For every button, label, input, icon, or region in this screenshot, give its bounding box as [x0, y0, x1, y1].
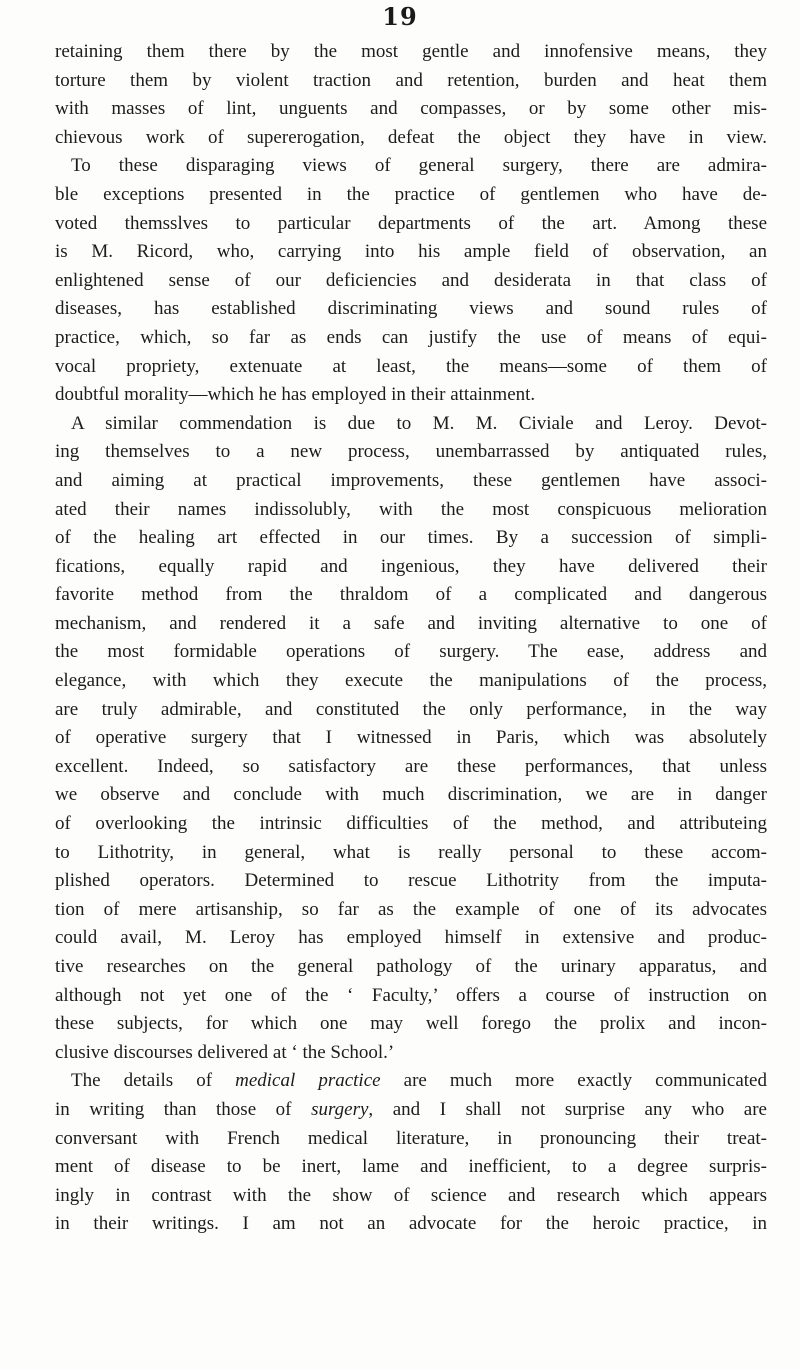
text-line: is M. Ricord, who, carrying into his ample field of observation, an: [55, 241, 767, 263]
text-line: practice, which, so far as ends can justify the use of means of equi-: [55, 326, 767, 348]
text-line: elegance, with which they execute the manipulations of the process,: [55, 670, 767, 692]
text-line: ment of disease to be inert, lame and inefficient, to a degree surpris-: [55, 1156, 767, 1178]
text-line: doubtful morality—which he has employed in their attainment.: [55, 384, 536, 406]
text-line: [55, 1067, 767, 1096]
text-line: plished operators. Determined to rescue Lithotrity from the imputa-: [55, 870, 767, 892]
text-segment: are much more exactly communicated: [380, 1070, 767, 1092]
text-segment: , and I shall not surprise any who are: [368, 1098, 767, 1120]
text-line: To these disparaging views of general surgery, there are admira-: [71, 155, 767, 177]
text-line: and aiming at practical improvements, these gentlemen have associ-: [55, 469, 767, 491]
text-line: mechanism, and rendered it a safe and inviting alternative to one of: [55, 612, 767, 634]
text-line: A similar commendation is due to M. M. Civiale and Leroy. Devot-: [71, 412, 767, 434]
text-line: chievous work of supererogation, defeat the object they have in view.: [55, 126, 767, 148]
text-line: ated their names indissolubly, with the most conspicuous melioration: [55, 498, 767, 520]
text-line: favorite method from the thraldom of a complicated and dangerous: [55, 584, 767, 606]
text-line: torture them by violent traction and retention, burden and heat them: [55, 69, 767, 91]
text-line: ble exceptions presented in the practice of gentlemen who have de-: [55, 183, 767, 205]
text-line: could avail, M. Leroy has employed himself in extensive and produc-: [55, 927, 767, 949]
text-line: vocal propriety, extenuate at least, the means—some of them of: [55, 355, 767, 377]
text-line: to Lithotrity, in general, what is really personal to these accom-: [55, 841, 767, 863]
text-line: of operative surgery that I witnessed in Paris, which was absolutely: [55, 727, 767, 749]
text-line: of overlooking the intrinsic difficulties of the method, and attributeing: [55, 813, 767, 835]
text-line: ingly in contrast with the show of science and research which appears: [55, 1184, 767, 1206]
paragraph-1: [55, 38, 767, 410]
text-line: conversant with French medical literature, in pronouncing their treat-: [55, 1127, 767, 1149]
page-number: 19: [382, 2, 418, 31]
text-segment: The details of: [71, 1070, 236, 1092]
body-text: [55, 38, 767, 1239]
text-line: tion of mere artisanship, so far as the example of one of its advocates: [55, 898, 767, 920]
text-line: ing themselves to a new process, unembarrassed by antiquated rules,: [55, 441, 767, 463]
text-line: retaining them there by the most gentle and innofensive means, they: [55, 41, 767, 62]
paragraph-3: [55, 1067, 767, 1239]
text-segment: in writing than those of: [55, 1098, 312, 1120]
italic-phrase: medical practice: [235, 1070, 381, 1092]
text-line: clusive discourses delivered at ‘ the School.’: [55, 1041, 395, 1063]
paragraph-2: [55, 410, 767, 1068]
text-line: [55, 1096, 767, 1125]
text-line: although not yet one of the ‘ Faculty,’ offers a course of instruction on: [55, 984, 767, 1006]
text-line: in their writings. I am not an advocate for the heroic practice, in: [55, 1213, 767, 1235]
text-line: fications, equally rapid and ingenious, they have delivered their: [55, 555, 767, 577]
text-line: enlightened sense of our deficiencies and desiderata in that class of: [55, 269, 767, 291]
text-line: are truly admirable, and constituted the only performance, in the way: [55, 698, 767, 720]
text-line: with masses of lint, unguents and compasses, or by some other mis-: [55, 98, 767, 120]
text-line: excellent. Indeed, so satisfactory are these performances, that unless: [55, 755, 767, 777]
text-line: tive researches on the general pathology of the urinary apparatus, and: [55, 956, 767, 977]
text-line: voted themsslves to particular departments of the art. Among these: [55, 212, 767, 234]
italic-phrase: surgery: [311, 1098, 369, 1120]
text-line: of the healing art effected in our times. By a succession of simpli-: [55, 527, 767, 549]
text-line: these subjects, for which one may well forego the prolix and incon-: [55, 1013, 767, 1035]
text-line: we observe and conclude with much discrimination, we are in danger: [55, 784, 767, 806]
text-line: diseases, has established discriminating views and sound rules of: [55, 298, 767, 320]
text-line: the most formidable operations of surgery. The ease, address and: [55, 641, 767, 663]
